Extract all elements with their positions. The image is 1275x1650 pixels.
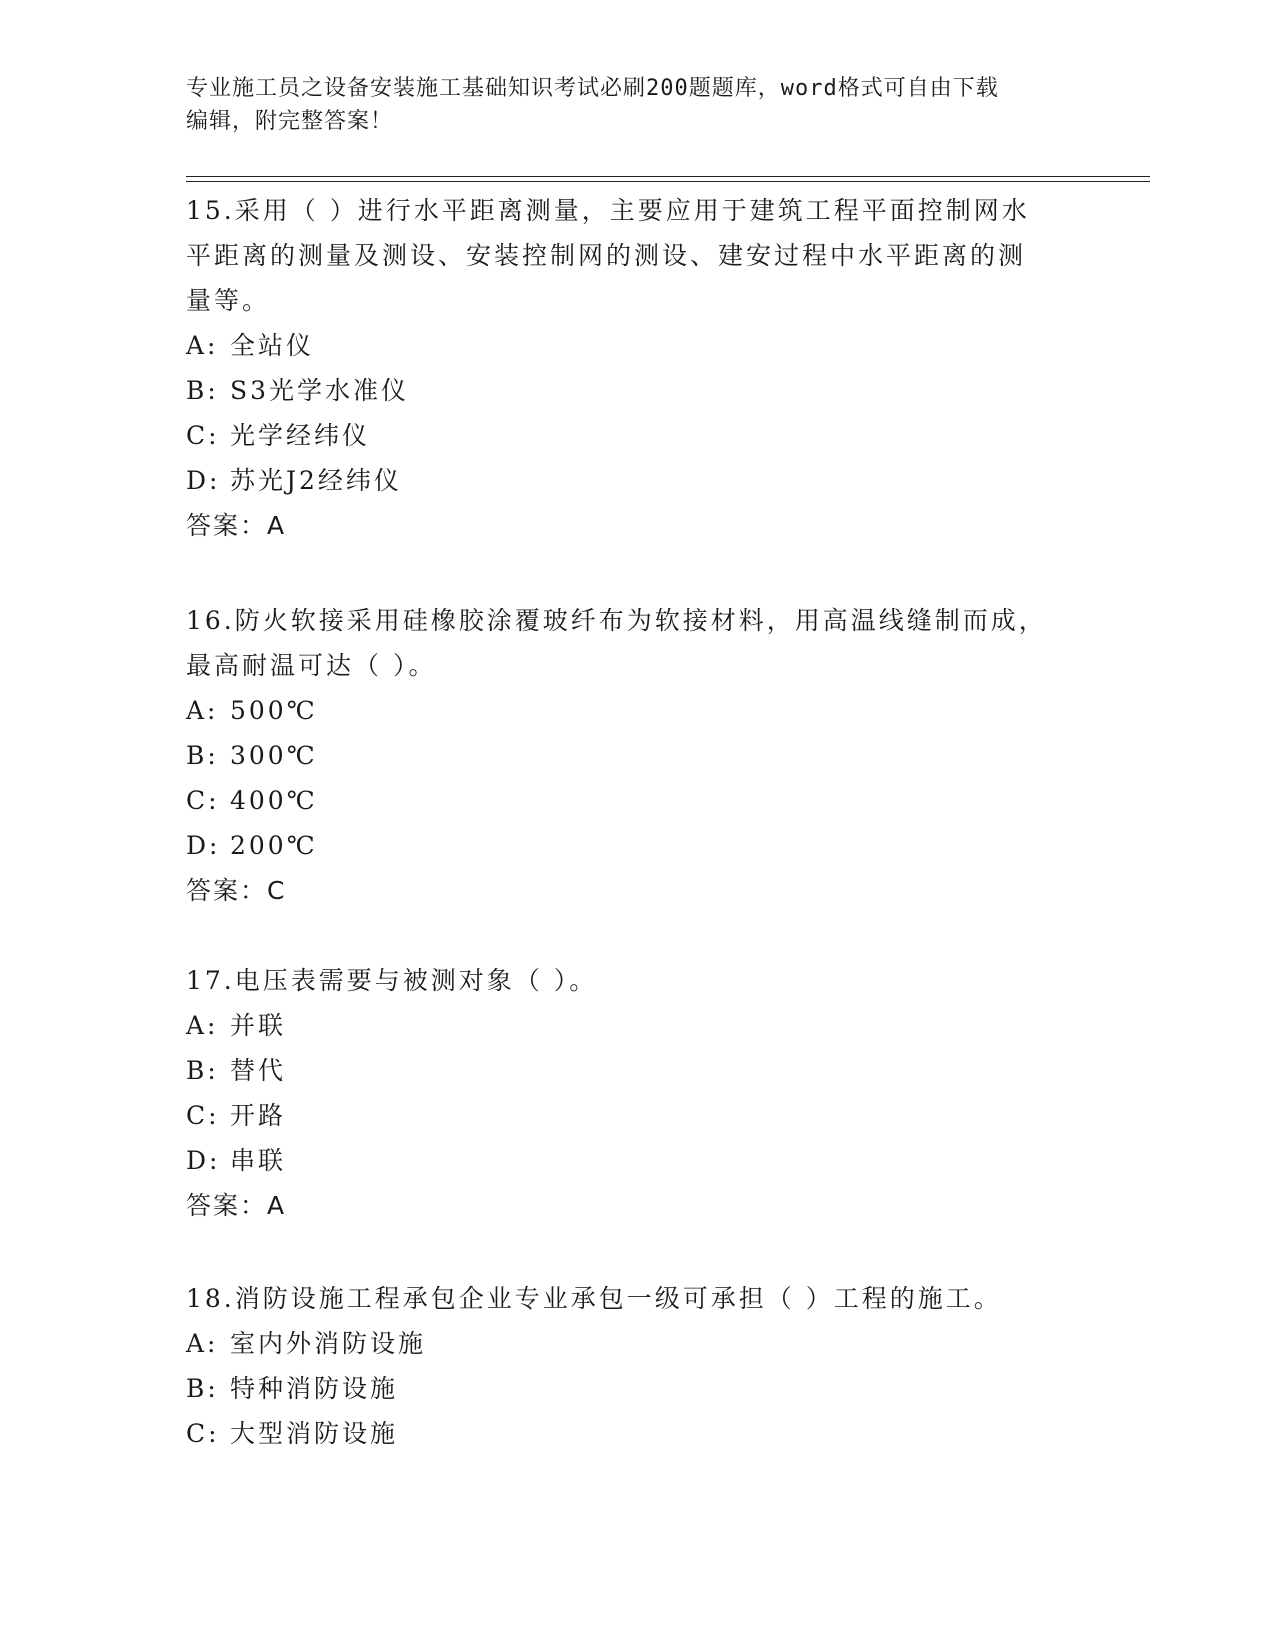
option-b xyxy=(186,368,1066,413)
option-b xyxy=(186,1366,1066,1411)
header-line-2: 编辑，附完整答案！ xyxy=(186,109,394,134)
question-stem-line: 最高耐温可达（ ）。 xyxy=(186,651,437,680)
option-letter: B: xyxy=(186,1056,219,1085)
option-letter: C: xyxy=(186,1419,220,1448)
option-text: 替代 xyxy=(230,1056,287,1085)
option-c xyxy=(186,413,1066,458)
option-letter: B: xyxy=(186,376,219,405)
option-letter: D: xyxy=(186,1146,221,1175)
option-text: S3光学水准仪 xyxy=(230,376,410,405)
option-text: 并联 xyxy=(230,1011,287,1040)
answer-line: 答案：C xyxy=(186,876,287,905)
question-18 xyxy=(186,1276,1066,1456)
option-letter: A: xyxy=(186,1329,219,1358)
option-text: 200℃ xyxy=(230,831,318,860)
option-text: 400℃ xyxy=(230,786,318,815)
question-stem-line: 17.电压表需要与被测对象（ ）。 xyxy=(186,966,598,995)
question-stem-line: 量等。 xyxy=(186,286,271,315)
option-text: 300℃ xyxy=(230,741,318,770)
option-text: 全站仪 xyxy=(230,331,315,360)
option-a xyxy=(186,323,1066,368)
option-d xyxy=(186,823,1066,868)
option-letter: C: xyxy=(186,786,220,815)
header-line-1: 专业施工员之设备安装施工基础知识考试必刷200题题库，word格式可自由下载 xyxy=(186,76,999,101)
option-letter: A: xyxy=(186,331,219,360)
header-divider-bottom xyxy=(186,181,1150,182)
question-17 xyxy=(186,958,1066,1228)
option-text: 串联 xyxy=(230,1146,287,1175)
option-b xyxy=(186,733,1066,778)
option-letter: B: xyxy=(186,741,219,770)
question-stem-line: 16.防火软接采用硅橡胶涂覆玻纤布为软接材料，用高温线缝制而成， xyxy=(186,606,1047,635)
option-c xyxy=(186,778,1066,823)
question-stem-line: 平距离的测量及测设、安装控制网的测设、建安过程中水平距离的测 xyxy=(186,241,1027,270)
option-text: 开路 xyxy=(230,1101,287,1130)
option-text: 光学经纬仪 xyxy=(230,421,371,450)
option-text: 苏光J2经纬仪 xyxy=(230,466,402,495)
option-c xyxy=(186,1093,1066,1138)
option-letter: B: xyxy=(186,1374,219,1403)
question-stem-line: 15.采用（ ）进行水平距离测量，主要应用于建筑工程平面控制网水 xyxy=(186,196,1030,225)
question-15 xyxy=(186,188,1066,548)
option-letter: C: xyxy=(186,421,220,450)
option-text: 大型消防设施 xyxy=(230,1419,399,1448)
option-a xyxy=(186,688,1066,733)
document-header xyxy=(186,72,1066,138)
option-letter: C: xyxy=(186,1101,220,1130)
question-stem-line: 18.消防设施工程承包企业专业承包一级可承担（ ）工程的施工。 xyxy=(186,1284,1002,1313)
option-b xyxy=(186,1048,1066,1093)
option-letter: A: xyxy=(186,1011,219,1040)
answer-line: 答案：A xyxy=(186,1191,287,1220)
answer-line: 答案：A xyxy=(186,511,287,540)
option-d xyxy=(186,1138,1066,1183)
option-a xyxy=(186,1321,1066,1366)
option-text: 特种消防设施 xyxy=(230,1374,399,1403)
option-letter: D: xyxy=(186,466,221,495)
option-text: 500℃ xyxy=(230,696,318,725)
option-c xyxy=(186,1411,1066,1456)
header-divider-top xyxy=(186,176,1150,177)
option-letter: A: xyxy=(186,696,219,725)
option-d xyxy=(186,458,1066,503)
option-text: 室内外消防设施 xyxy=(230,1329,427,1358)
option-a xyxy=(186,1003,1066,1048)
option-letter: D: xyxy=(186,831,221,860)
question-16 xyxy=(186,598,1066,913)
